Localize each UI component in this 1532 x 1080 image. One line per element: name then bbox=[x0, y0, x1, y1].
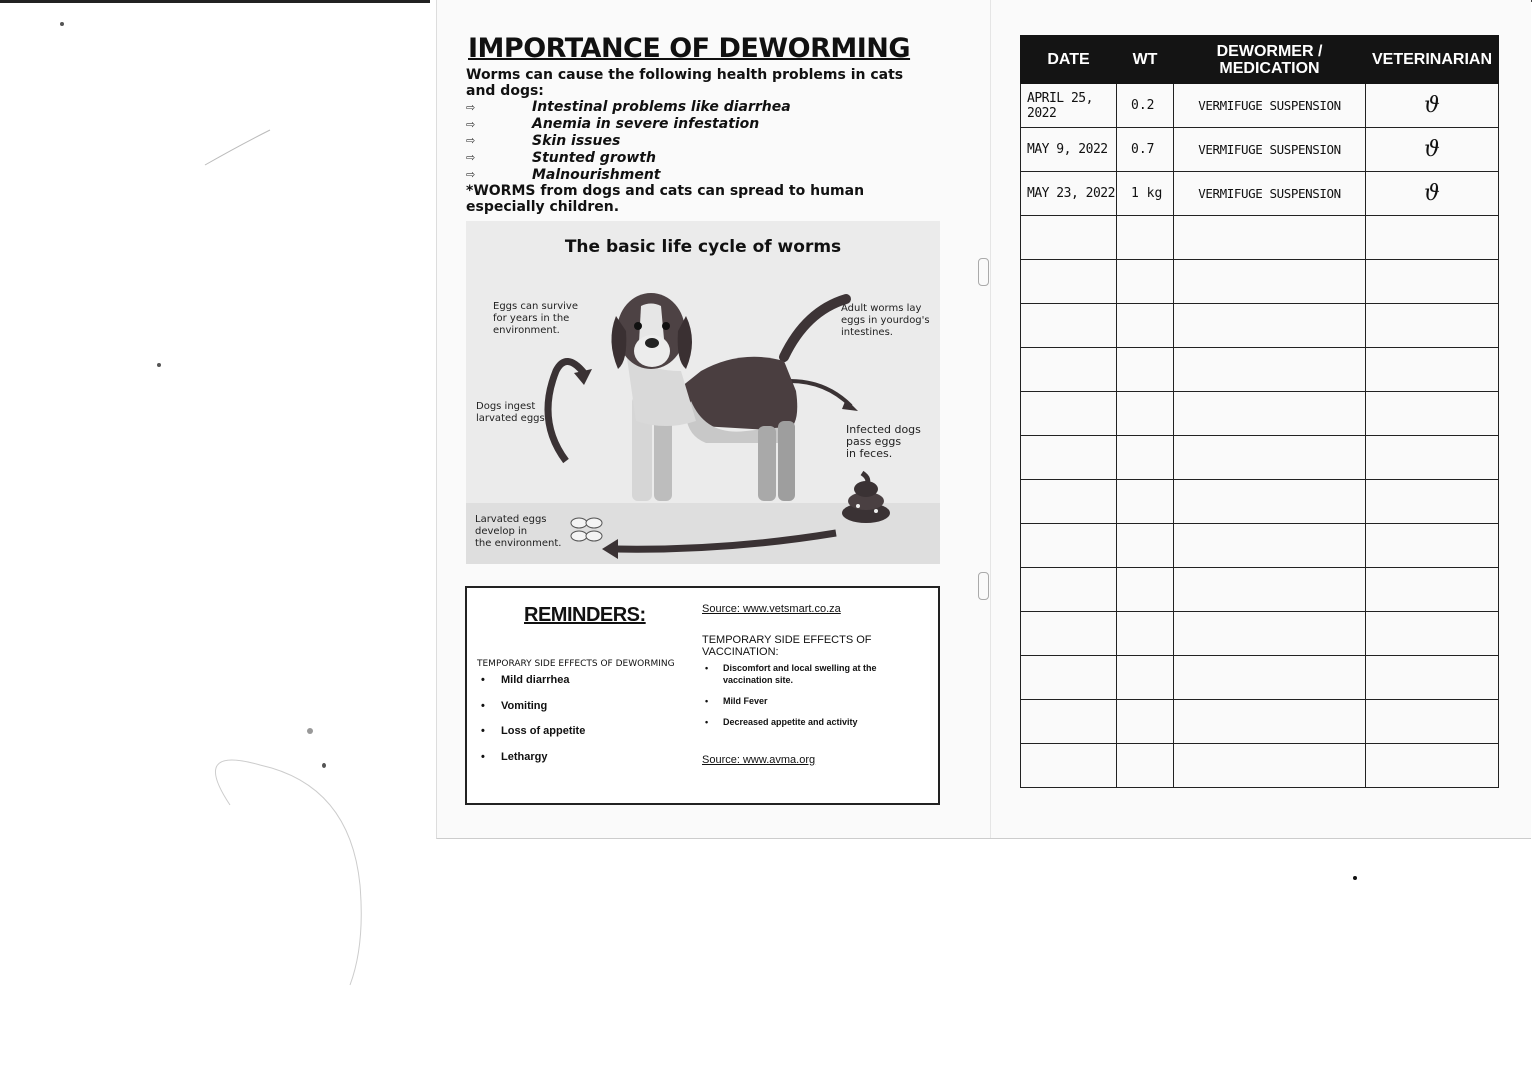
table-row bbox=[1021, 84, 1499, 128]
reminders-title: REMINDERS: bbox=[524, 604, 646, 626]
empty-cell bbox=[1117, 700, 1174, 744]
lifecycle-title: The basic life cycle of worms bbox=[564, 237, 842, 257]
deworming-effects-list bbox=[481, 674, 585, 776]
empty-cell bbox=[1117, 304, 1174, 348]
column-header-wt: WT bbox=[1117, 36, 1174, 84]
list-item: • Vomiting bbox=[481, 700, 585, 726]
cell-date: APRIL 25, 2022 bbox=[1021, 84, 1117, 128]
empty-cell bbox=[1174, 568, 1366, 612]
cell-weight: 1 kg bbox=[1117, 172, 1174, 216]
list-item: • Lethargy bbox=[481, 751, 585, 777]
empty-cell bbox=[1366, 392, 1499, 436]
empty-cell bbox=[1174, 744, 1366, 788]
list-item: • Mild Fever bbox=[705, 695, 905, 707]
empty-cell bbox=[1021, 700, 1117, 744]
empty-cell bbox=[1174, 656, 1366, 700]
staple bbox=[978, 258, 989, 286]
table-row-empty bbox=[1021, 612, 1499, 656]
vet-signature: ϑ bbox=[1366, 172, 1499, 216]
list-item: ⇨ Malnourishment bbox=[466, 166, 661, 183]
cell-weight: 0.7 bbox=[1117, 128, 1174, 172]
arrow-icon: ⇨ bbox=[466, 100, 476, 114]
empty-cell bbox=[1174, 392, 1366, 436]
empty-cell bbox=[1021, 744, 1117, 788]
arrow-head bbox=[574, 369, 592, 385]
table-row-empty bbox=[1021, 480, 1499, 524]
label-dogs-ingest: Dogs ingest larvated eggs. bbox=[476, 401, 548, 424]
empty-cell bbox=[1366, 260, 1499, 304]
empty-cell bbox=[1174, 700, 1366, 744]
feces-pile bbox=[842, 473, 890, 523]
lifecycle-illustration bbox=[466, 221, 940, 564]
empty-cell bbox=[1366, 612, 1499, 656]
empty-cell bbox=[1366, 304, 1499, 348]
empty-cell bbox=[1117, 744, 1174, 788]
empty-cell bbox=[1366, 744, 1499, 788]
empty-cell bbox=[1021, 216, 1117, 260]
problem-list bbox=[466, 99, 791, 183]
dust-speck bbox=[1353, 876, 1357, 880]
empty-cell bbox=[1366, 216, 1499, 260]
label-larvated-eggs: Larvated eggs develop in the environment. bbox=[475, 514, 562, 549]
cell-date: MAY 9, 2022 bbox=[1021, 128, 1117, 172]
source-link-avma[interactable]: Source: www.avma.org bbox=[702, 754, 816, 766]
table-row-empty bbox=[1021, 656, 1499, 700]
lifecycle-drawing bbox=[466, 221, 940, 564]
empty-cell bbox=[1174, 480, 1366, 524]
column-header-veterinarian: VETERINARIAN bbox=[1366, 36, 1499, 84]
staple bbox=[978, 572, 989, 600]
vaccination-effects-list bbox=[705, 662, 905, 737]
empty-cell bbox=[1174, 436, 1366, 480]
vaccination-effects-heading: TEMPORARY SIDE EFFECTS OF VACCINATION: bbox=[702, 634, 872, 658]
empty-cell bbox=[1021, 260, 1117, 304]
dust-speck bbox=[157, 363, 161, 367]
column-header-medication: DEWORMER / MEDICATION bbox=[1174, 36, 1366, 84]
empty-cell bbox=[1366, 348, 1499, 392]
stray-hair bbox=[200, 125, 470, 1025]
empty-cell bbox=[1174, 612, 1366, 656]
empty-cell bbox=[1174, 216, 1366, 260]
beagle-dog bbox=[611, 293, 846, 501]
empty-cell bbox=[1021, 656, 1117, 700]
empty-cell bbox=[1366, 436, 1499, 480]
deworming-log-table bbox=[1020, 35, 1499, 788]
table-row-empty bbox=[1021, 524, 1499, 568]
empty-cell bbox=[1021, 392, 1117, 436]
list-item: ⇨ Stunted growth bbox=[466, 149, 656, 166]
label-infected-dogs: Infected dogs pass eggs in feces. bbox=[846, 423, 921, 460]
vet-signature: ϑ bbox=[1366, 128, 1499, 172]
empty-cell bbox=[1021, 524, 1117, 568]
table-row-empty bbox=[1021, 392, 1499, 436]
arrow-icon: ⇨ bbox=[466, 134, 476, 148]
booklet-fold bbox=[990, 0, 991, 838]
label-adult-worms: Adult worms lay eggs in yourdog's intestines. bbox=[841, 303, 930, 338]
intro-text: Worms can cause the following health problems in cats and dogs: bbox=[466, 67, 904, 99]
empty-cell bbox=[1366, 568, 1499, 612]
table-row-empty bbox=[1021, 216, 1499, 260]
table-row-empty bbox=[1021, 260, 1499, 304]
source-link-vetsmart[interactable]: Source: www.vetsmart.co.za bbox=[702, 603, 841, 615]
empty-cell bbox=[1117, 216, 1174, 260]
cycle-arrow bbox=[616, 533, 836, 549]
arrow-icon: ⇨ bbox=[466, 151, 476, 165]
list-item: • Decreased appetite and activity bbox=[705, 716, 905, 728]
empty-cell bbox=[1021, 304, 1117, 348]
list-item: ⇨ Intestinal problems like diarrhea bbox=[466, 99, 791, 116]
cell-weight: 0.2 bbox=[1117, 84, 1174, 128]
empty-cell bbox=[1021, 348, 1117, 392]
list-item: ⇨ Skin issues bbox=[466, 132, 621, 149]
empty-cell bbox=[1174, 524, 1366, 568]
empty-cell bbox=[1117, 260, 1174, 304]
table-row-empty bbox=[1021, 744, 1499, 788]
empty-cell bbox=[1021, 480, 1117, 524]
vet-signature: ϑ bbox=[1366, 84, 1499, 128]
cell-date: MAY 23, 2022 bbox=[1021, 172, 1117, 216]
cell-medication: VERMIFUGE SUSPENSION bbox=[1174, 172, 1366, 216]
table-row-empty bbox=[1021, 304, 1499, 348]
empty-cell bbox=[1174, 348, 1366, 392]
column-header-date: DATE bbox=[1021, 36, 1117, 84]
arrow-icon: ⇨ bbox=[466, 117, 476, 131]
empty-cell bbox=[1021, 612, 1117, 656]
list-item: • Loss of appetite bbox=[481, 725, 585, 751]
empty-cell bbox=[1366, 700, 1499, 744]
list-item: • Discomfort and local swelling at the vaccination site. bbox=[705, 662, 905, 686]
empty-cell bbox=[1117, 524, 1174, 568]
empty-cell bbox=[1174, 260, 1366, 304]
label-eggs-survive: Eggs can survive for years in the environment. bbox=[493, 301, 578, 336]
scan-edge-top bbox=[0, 0, 430, 3]
empty-cell bbox=[1021, 436, 1117, 480]
empty-cell bbox=[1117, 392, 1174, 436]
empty-cell bbox=[1117, 568, 1174, 612]
deworming-effects-heading: TEMPORARY SIDE EFFECTS OF DEWORMING bbox=[477, 659, 675, 669]
arrow-icon: ⇨ bbox=[466, 168, 476, 182]
list-item: ⇨ Anemia in severe infestation bbox=[466, 116, 760, 133]
warning-text: *WORMS from dogs and cats can spread to human especially children. bbox=[466, 183, 865, 215]
table-row-empty bbox=[1021, 436, 1499, 480]
table-row bbox=[1021, 172, 1499, 216]
worm-eggs bbox=[571, 518, 602, 541]
empty-cell bbox=[1117, 656, 1174, 700]
empty-cell bbox=[1366, 656, 1499, 700]
empty-cell bbox=[1117, 480, 1174, 524]
table-row-empty bbox=[1021, 568, 1499, 612]
reminders-box bbox=[465, 586, 940, 805]
empty-cell bbox=[1117, 348, 1174, 392]
table-row-empty bbox=[1021, 348, 1499, 392]
table-row bbox=[1021, 128, 1499, 172]
cycle-arrow bbox=[790, 381, 851, 406]
empty-cell bbox=[1021, 568, 1117, 612]
empty-cell bbox=[1366, 524, 1499, 568]
empty-cell bbox=[1174, 304, 1366, 348]
empty-cell bbox=[1117, 612, 1174, 656]
table-header-row bbox=[1021, 36, 1499, 84]
empty-cell bbox=[1366, 480, 1499, 524]
cell-medication: VERMIFUGE SUSPENSION bbox=[1174, 128, 1366, 172]
list-item: • Mild diarrhea bbox=[481, 674, 585, 700]
dust-speck bbox=[60, 22, 64, 26]
arrow-head bbox=[602, 539, 618, 559]
empty-cell bbox=[1117, 436, 1174, 480]
table-row-empty bbox=[1021, 700, 1499, 744]
cell-medication: VERMIFUGE SUSPENSION bbox=[1174, 84, 1366, 128]
page-title: IMPORTANCE OF DEWORMING bbox=[468, 33, 911, 64]
